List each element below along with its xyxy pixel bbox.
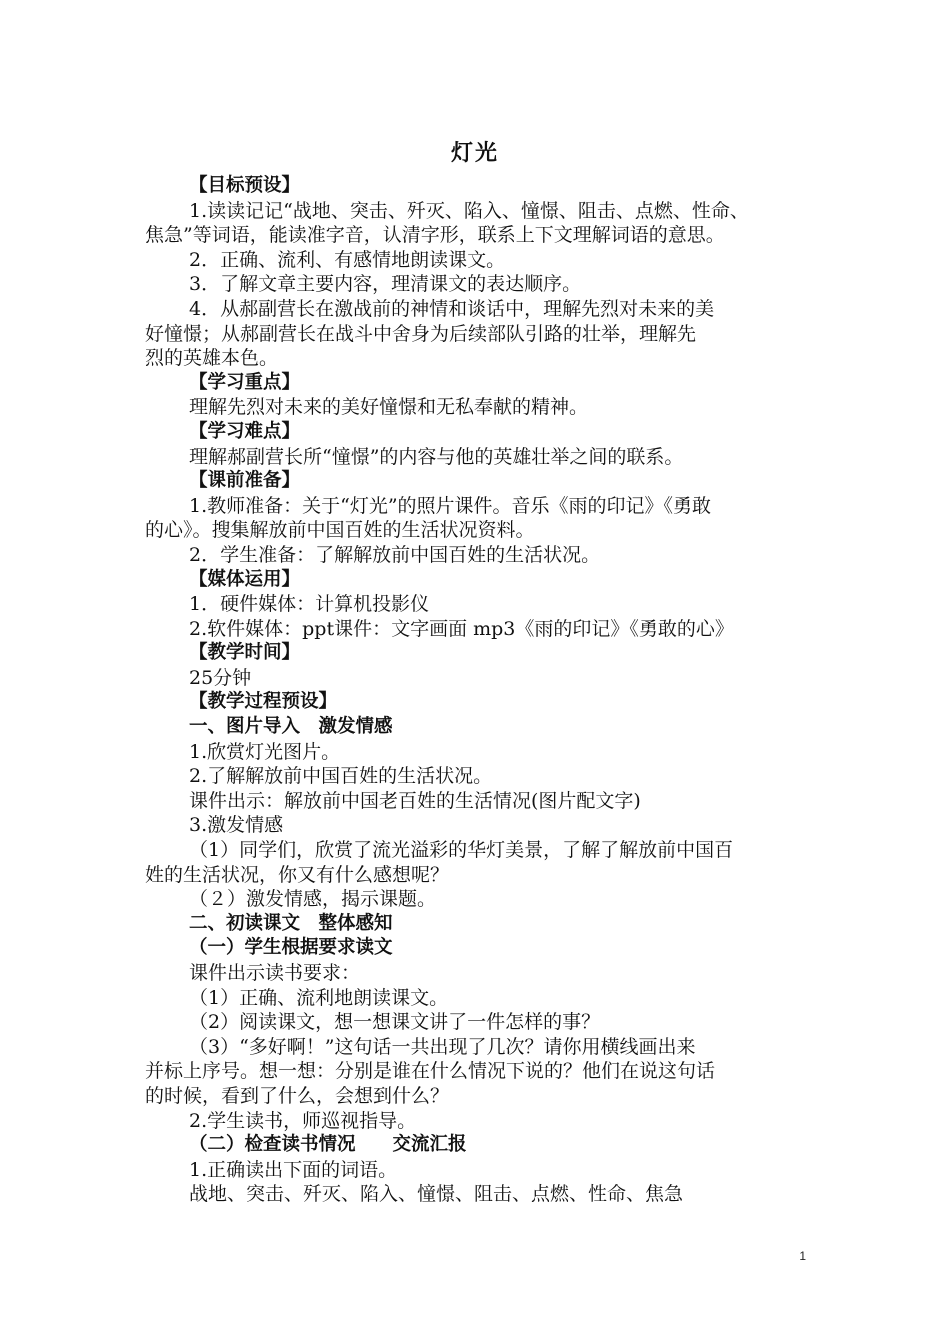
text-line: 1．硬件媒体：计算机投影仪: [189, 593, 430, 616]
text-line: （1）同学们，欣赏了流光溢彩的华灯美景，了解了解放前中国百: [189, 839, 734, 862]
section-heading: （一）学生根据要求读文: [189, 937, 393, 959]
text-line: 2.软件媒体：ppt课件：文字画面 mp3《雨的印记》《勇敢的心》: [189, 617, 734, 640]
text-line: （２）激发情感，揭示课题。: [189, 888, 437, 911]
text-line: 1.读读记记“战地、突击、歼灭、陷入、憧憬、阻击、点燃、性命、: [189, 199, 749, 222]
section-heading: 一、图片导入 激发情感: [189, 716, 393, 738]
text-line: 1.教师准备：关于“灯光”的照片课件。音乐《雨的印记》《勇敢: [189, 494, 712, 517]
text-line: 3.激发情感: [189, 814, 284, 837]
text-line: 2．正确、流利、有感情地朗读课文。: [189, 248, 506, 271]
text-line: 2．学生准备：了解解放前中国百姓的生活状况。: [189, 543, 601, 566]
text-line: 4．从郝副营长在激战前的神情和谈话中，理解先烈对未来的美: [189, 297, 715, 320]
text-line: 理解郝副营长所“憧憬”的内容与他的英雄壮举之间的联系。: [189, 445, 684, 468]
text-line: （1）正确、流利地朗读课文。: [189, 986, 449, 1009]
section-heading: 【学习重点】: [189, 371, 301, 393]
section-heading: 【学习难点】: [189, 420, 301, 442]
section-heading: 【课前准备】: [189, 470, 301, 492]
text-line: 课件出示：解放前中国老百姓的生活情况(图片配文字): [189, 789, 641, 812]
text-line: 2.了解解放前中国百姓的生活状况。: [189, 765, 493, 788]
section-heading: 【教学过程预设】: [189, 691, 338, 713]
text-line: 好憧憬；从郝副营长在战斗中舍身为后续部队引路的壮举，理解先: [145, 322, 697, 345]
text-line: 理解先烈对未来的美好憧憬和无私奉献的精神。: [189, 396, 589, 419]
text-line: 的时候，看到了什么，会想到什么？: [145, 1084, 450, 1107]
text-line: 课件出示读书要求：: [189, 962, 361, 984]
document-title: 灯光: [450, 141, 499, 166]
text-line: （2）阅读课文，想一想课文讲了一件怎样的事？: [189, 1011, 601, 1034]
text-line: （3）“多好啊！”这句话一共出现了几次？请你用横线画出来: [189, 1035, 696, 1058]
document-body: [145, 174, 810, 1207]
text-line: 的心》。搜集解放前中国百姓的生活状况资料。: [145, 519, 535, 542]
text-line: 焦急”等词语，能读准字音，认清字形，联系上下文理解词语的意思。: [145, 224, 725, 247]
text-line: 2.学生读书，师巡视指导。: [189, 1109, 417, 1132]
page-number: 1: [799, 1249, 806, 1263]
text-line: 25分钟: [189, 666, 252, 689]
section-heading: 【媒体运用】: [189, 568, 301, 590]
section-heading: 【教学时间】: [189, 642, 301, 664]
text-line: 1.欣赏灯光图片。: [189, 740, 341, 763]
text-line: 烈的英雄本色。: [145, 347, 279, 370]
section-heading: 【目标预设】: [189, 175, 301, 196]
section-heading: （二）检查读书情况 交流汇报: [189, 1134, 467, 1156]
text-line: 姓的生活状况，你又有什么感想呢？: [145, 863, 450, 886]
text-line: 3．了解文章主要内容，理清课文的表达顺序。: [189, 273, 582, 296]
section-heading: 二、初读课文 整体感知: [189, 912, 393, 934]
text-line: 并标上序号。想一想：分别是谁在什么情况下说的？他们在说这句话: [145, 1060, 716, 1083]
text-line: 1.正确读出下面的词语。: [189, 1158, 398, 1181]
text-line: 战地、突击、歼灭、陷入、憧憬、阻击、点燃、性命、焦急: [189, 1183, 684, 1206]
